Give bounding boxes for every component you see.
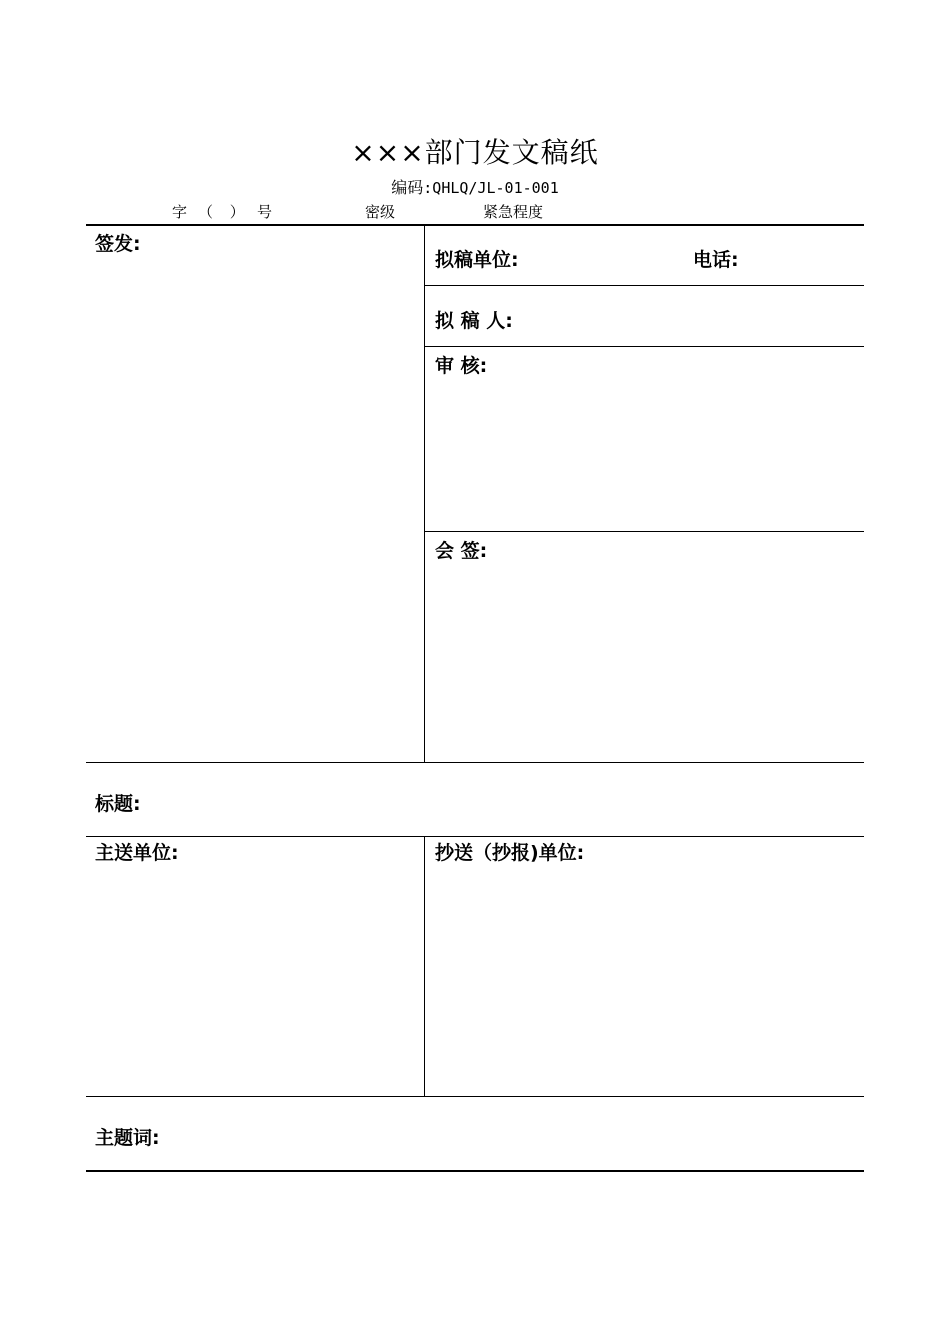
main-recipient-field[interactable] [86, 869, 422, 1094]
security-level-label: 密级 [365, 203, 396, 221]
divider-title-bottom [86, 836, 864, 837]
cc-recipient-field[interactable] [426, 869, 862, 1094]
phone-label: 电话: [693, 249, 739, 271]
review-field[interactable] [426, 380, 862, 528]
document-title: ×××部门发文稿纸 [351, 136, 599, 169]
main-recipient-label: 主送单位: [95, 842, 179, 864]
doc-number-prefix-label: 字 [172, 203, 188, 221]
document-code [0, 175, 950, 198]
code-value: :QHLQ/JL-01-001 [423, 179, 559, 197]
form-top-border [86, 224, 864, 226]
drafting-unit-label: 拟稿单位: [435, 249, 519, 271]
code-label: 编码 [391, 178, 424, 197]
cc-recipient-label: 抄送（抄报)单位: [435, 842, 585, 864]
countersign-field[interactable] [426, 566, 862, 760]
countersign-label: 会 签: [435, 540, 488, 562]
doc-number-year-field[interactable]: （ ） [198, 203, 251, 221]
review-label: 审 核: [435, 355, 488, 377]
divider-review [424, 346, 864, 347]
drafter-label: 拟 稿 人: [435, 310, 513, 332]
keywords-label: 主题词: [95, 1127, 160, 1149]
upper-vertical-divider [424, 226, 425, 763]
urgency-level-label: 紧急程度 [483, 203, 544, 221]
form-bottom-border [86, 1170, 864, 1172]
divider-title-top [86, 762, 864, 763]
divider-drafter [424, 285, 864, 286]
divider-keywords-top [86, 1096, 864, 1097]
sign-issue-field[interactable] [86, 260, 422, 760]
dispatch-form [86, 224, 864, 1172]
lower-vertical-divider [424, 836, 425, 1097]
sign-issue-label: 签发: [95, 233, 141, 255]
divider-countersign [424, 531, 864, 532]
subject-title-label: 标题: [95, 793, 141, 815]
doc-number-suffix-label: 号 [257, 203, 273, 221]
